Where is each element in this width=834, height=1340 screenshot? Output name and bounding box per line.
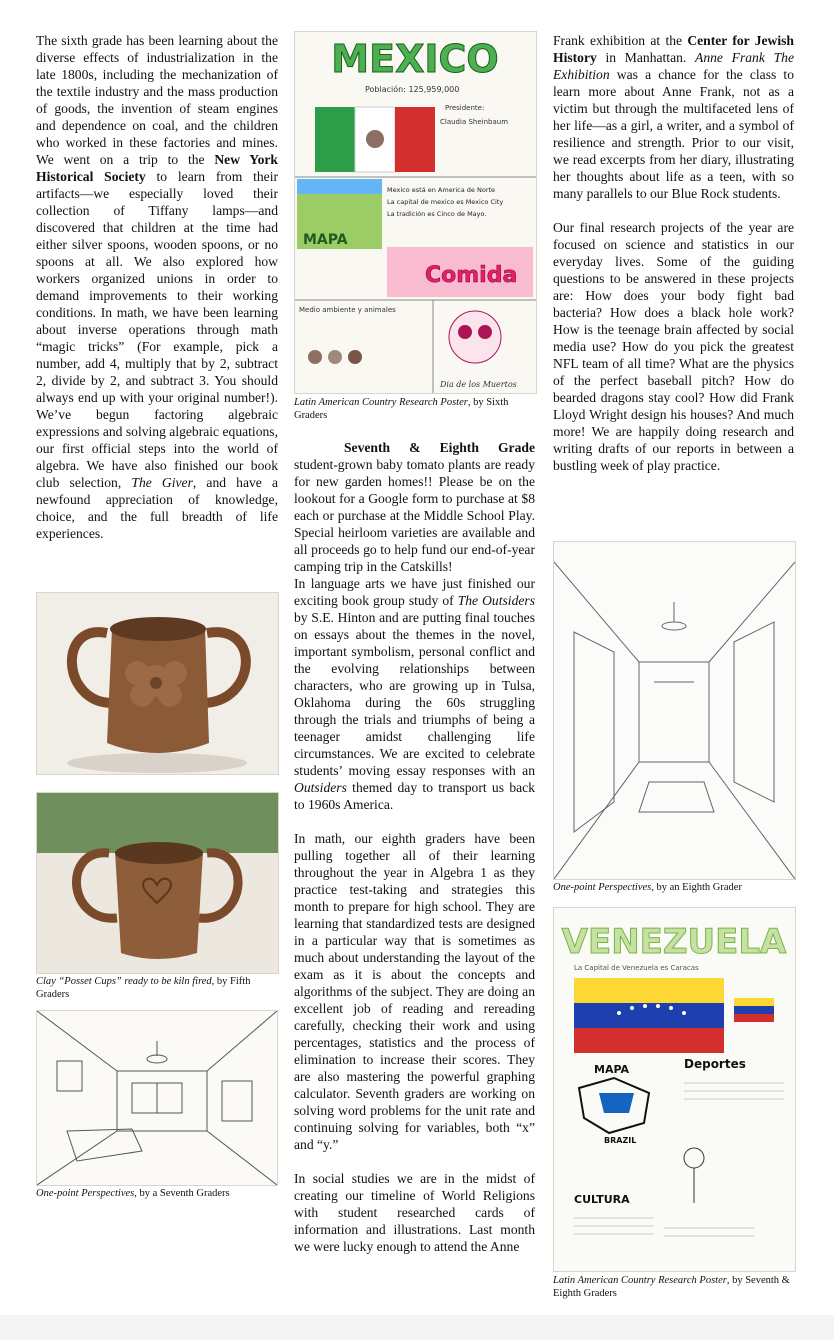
mexico-fact-3: La tradición es Cinco de Mayo. — [387, 210, 487, 218]
venezuela-title: VENEZUELA — [561, 922, 787, 962]
caption-clay-cups: Clay “Posset Cups” ready to be kiln fired, by Fifth Graders — [36, 976, 251, 1000]
hallway-sketch — [554, 542, 795, 879]
research-projects-paragraph: Our final research projects of the year are focused on science and statistics in our everyday lives. Some of the guiding questions to be answered in these projects are: How does your body fight bad bacteria? How does a black hole work? How is the teenage brain affected by social media use? How do you pick the greatest NFL team of all time? What are the physics of the perfect baseball pitch? How do bearded dragons stay cool? How did Frank Lloyd Wright design his houses? And much more! We are happily doing research and writing drafts of our reports in between a bustling week of play practice. — [553, 220, 794, 473]
clay-cup-illustration — [37, 793, 278, 973]
mexico-fact-1: Mexico está en America de Norte — [387, 186, 496, 194]
mexico-mapa-label: MAPA — [303, 232, 348, 248]
mexico-president-name: Claudia Sheinbaum — [440, 118, 509, 126]
tomato-paragraph: Seventh & Eighth Grade student-grown baby tomato plants are ready for new garden homes!! Please be on the lookout for a Google form to purchase at $8 each or purchase at the Middle School Play. Special heirloom varieties are available and all proceeds go to help fund our end-of-year camping trip in the Catskills! — [294, 440, 535, 574]
column-sixth-grade — [36, 32, 278, 542]
venezuela-brazil-label: BRAZIL — [604, 1136, 637, 1145]
social-studies-paragraph: In social studies we are in the midst of creating our timeline of World Religions with student researched cards of information and illustrations. Last month we were lucky enough to attend the Anne — [294, 1171, 535, 1254]
venezuela-mapa-label: MAPA — [594, 1063, 630, 1076]
room-sketch — [37, 1011, 277, 1185]
mexico-comida-label: Comida — [425, 263, 518, 288]
caption-room-drawing: One-point Perspectives, by a Seventh Graders — [36, 1188, 230, 1199]
anne-frank-paragraph: Frank exhibition at the Center for Jewish History in Manhattan. Anne Frank The Exhibition was a chance for the class to learn more about Anne Frank, not as a victim but through the multifaceted lens of her life—as a girl, a writer, and a symbol of resilience and strength. Prior to our visit, we read excerpts from her diary, illustrating her thoughts about life as a teen, with so many parallels to our Blue Rock students. — [553, 33, 794, 201]
math-paragraph: In math, our eighth graders have been pulling together all of their learning throughout the year in Algebra 1 as they practice test-taking and strategies this month to prepare for high school. They are learning that standardized tests are designed in a particular way that is sometimes as much about understanding the layout of the exam as it is about the concepts and algorithms of the subject. They are doing an excellent job of reading and rereading carefully, checking their work and using percentages, statistics and the process of elimination to increase their scores. They are also mastering the powerful graphing calculator. Seventh graders are working on solving word problems for the unit rate and continuing solving for variables, both “x” and “y.” — [294, 831, 535, 1152]
venezuela-capital: La Capital de Venezuela es Caracas — [574, 964, 699, 972]
column-seventh-eighth — [294, 439, 535, 1255]
caption-mexico-poster: Latin American Country Research Poster, by Sixth Graders — [294, 397, 509, 421]
seventh-eighth-heading: Seventh & Eighth Grade — [344, 440, 535, 455]
mexico-president-label: Presidente: — [445, 104, 485, 112]
mexico-title: MEXICO — [331, 37, 499, 81]
language-arts-paragraph: In language arts we have just finished our exciting book group study of The Outsiders by S.E. Hinton and are putting final touches on essays about the themes in the novel, important symbolism, personal conflict and the evolving relationships between characters, who are growing up in Tulsa, Oklahoma during the 60s struggling through the trials and triumphs of being a teenager amidst challenging life circumstances. We are excited to celebrate students’ moving essay responses with an Outsiders themed day to transport us back to 1960s America. — [294, 576, 535, 812]
perspective-drawing-hallway — [553, 541, 796, 880]
mexico-poster-image — [294, 31, 537, 394]
perspective-drawing-room — [36, 1010, 278, 1186]
caption-hallway-drawing: One-point Perspectives, by an Eighth Grader — [553, 882, 742, 893]
clay-cup-photo-1 — [36, 592, 279, 775]
column-continued — [553, 32, 794, 474]
page-bottom-band — [0, 1315, 834, 1340]
book-title-giver: The Giver — [131, 475, 193, 490]
venezuela-poster-image — [553, 907, 796, 1272]
mexico-fact-2: La capital de mexico es Mexico City — [387, 198, 504, 206]
venezuela-poster — [554, 908, 795, 1271]
mexico-ambiente-label: Medio ambiente y animales — [299, 306, 396, 314]
mexico-muertos-label: Dia de los Muertos — [440, 380, 517, 389]
venezuela-cultura-label: CULTURA — [574, 1193, 630, 1206]
mexico-population: Población: 125,959,000 — [365, 85, 460, 94]
clay-cup-illustration — [37, 593, 278, 774]
clay-cup-photo-2 — [36, 792, 279, 974]
nyhs-link-text: New York Historical Society — [36, 152, 278, 184]
mexico-poster — [295, 32, 536, 393]
venezuela-deportes-label: Deportes — [684, 1057, 746, 1071]
sixth-grade-paragraph: The sixth grade has been learning about the diverse effects of industrialization in the late 1800s, including the mechanization of the textile industry and the mass production of goods, the invention of steam engines and dependence on coal, and the children who worked in these factories and mines. We went on a trip to the New York Historical Society to learn from their artifacts—we especially loved their collection of Tiffany lamps—and discovered that children at the time had either silver spoons, wooden spoons, or no spoons at all. We also explored how workers organized unions in order to demand improvements to their working conditions. In math, we have been learning about inverse operations through math “magic tricks” (For example, pick a number, add 4, multiply that by 2, subtract 2, divide by 2, and subtract 3. You should always end up with your original number!). We’ve begun factoring algebraic expressions and solving algebraic equations, our first official steps into the world of algebra. We have also finished our book club selection, The Giver, and have a newfound appreciation of knowledge, choice, and the full breadth of life experiences. — [36, 33, 279, 541]
caption-venezuela-poster: Latin American Country Research Poster, by Seventh & Eighth Graders — [553, 1275, 790, 1299]
